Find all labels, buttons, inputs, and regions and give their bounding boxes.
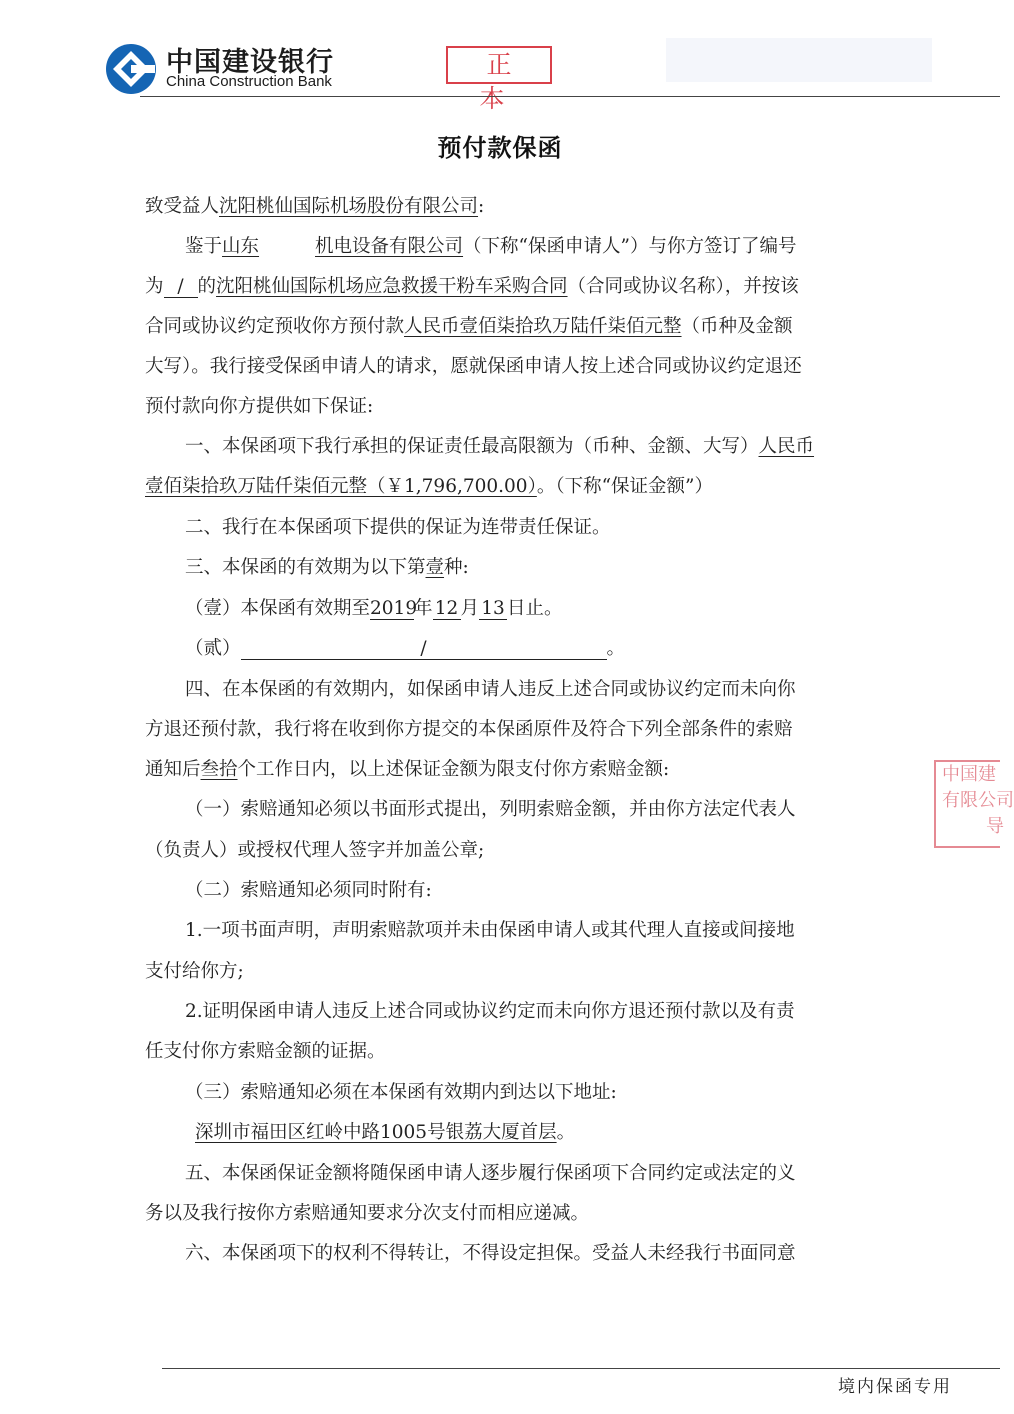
s3-option-2: （贰） / 。	[185, 638, 626, 659]
s2-line: 二、我行在本保函项下提供的保证为连带责任保证。	[185, 517, 611, 538]
bank-name-en: China Construction Bank	[166, 73, 332, 90]
s4-line-1: 四、在本保函的有效期内，如保函申请人违反上述合同或协议约定而未向你	[185, 679, 796, 700]
expiry-day: 13	[479, 598, 507, 620]
contract-number: /	[164, 276, 198, 298]
payment-days: 叁拾	[200, 759, 238, 780]
s4-2-1-line-1: 1.一项书面声明，声明索赔款项并未由保函申请人或其代理人直接或间接地	[185, 920, 795, 941]
s3-option-1: （壹）本保函有效期至2019年 12 月 13 日止。	[185, 598, 563, 619]
addressee-line: 致受益人沈阳桃仙国际机场股份有限公司:	[145, 196, 485, 217]
s5-line-2: 务以及我行按你方索赔通知要求分次支付而相应递减。	[145, 1203, 590, 1224]
option-2-blank: /	[241, 638, 607, 660]
s4-2-1-line-2: 支付给你方;	[145, 961, 244, 982]
claim-address: 深圳市福田区红岭中路1005号银荔大厦首层	[195, 1122, 557, 1143]
claim-address-line: 深圳市福田区红岭中路1005号银荔大厦首层。	[195, 1122, 576, 1143]
guarantee-amount: 壹佰柒拾玖万陆仟柒佰元整（￥1,796,700.00）	[145, 476, 537, 497]
original-copy-stamp: 正 本	[446, 46, 552, 84]
prepayment-amount: 人民币壹佰柒拾玖万陆仟柒佰元整	[404, 316, 682, 337]
s1-line-1: 一、本保函项下我行承担的保证责任最高限额为（币种、金额、大写）人民币	[185, 436, 815, 457]
s4-3-line: （三）索赔通知必须在本保函有效期内到达以下地址:	[185, 1082, 617, 1103]
partial-seal-stamp: 中国建 有限公司 导	[934, 760, 1000, 848]
bank-name-cn: 中国建设银行	[166, 47, 334, 78]
s4-1-line-1: （一）索赔通知必须以书面形式提出，列明索赔金额，并由你方法定代表人	[185, 799, 796, 820]
expiry-month: 12	[433, 598, 461, 620]
s5-line-1: 五、本保函保证金额将随保函申请人逐步履行保函项下合同约定或法定的义	[185, 1163, 796, 1184]
s4-1-line-2: （负责人）或授权代理人签字并加盖公章;	[145, 840, 485, 861]
s4-2-line: （二）索赔通知必须同时附有:	[185, 880, 432, 901]
expiry-year: 2019	[370, 598, 418, 619]
validity-choice: 壹	[425, 557, 445, 578]
beneficiary-name: 沈阳桃仙国际机场股份有限公司	[219, 196, 479, 217]
contract-name: 沈阳桃仙国际机场应急救援干粉车采购合同	[216, 276, 568, 297]
s4-line-3: 通知后叁拾个工作日内，以上述保证金额为限支付你方索赔金额:	[145, 759, 670, 780]
header-blank-area	[666, 38, 932, 82]
header-divider	[140, 96, 1000, 97]
s1-line-2: 壹佰柒拾玖万陆仟柒佰元整（￥1,796,700.00）。（下称“保证金额”）	[145, 476, 713, 497]
applicant-name: 山东 机电设备有限公司	[222, 236, 464, 257]
footer-divider	[162, 1368, 1000, 1369]
footer-label: 境内保函专用	[838, 1377, 952, 1397]
p1-line-2: 为 / 的沈阳桃仙国际机场应急救援干粉车采购合同（合同或协议名称），并按该	[145, 276, 799, 297]
s6-line: 六、本保函项下的权利不得转让，不得设定担保。受益人未经我行书面同意	[185, 1243, 796, 1264]
s4-2-2-line-2: 任支付你方索赔金额的证据。	[145, 1041, 386, 1062]
p1-line-3: 合同或协议约定预收你方预付款人民币壹佰柒拾玖万陆仟柒佰元整（币种及金额	[145, 316, 793, 337]
ccb-logo-icon	[104, 42, 158, 96]
document-title: 预付款保函	[437, 134, 563, 162]
s3-line: 三、本保函的有效期为以下第壹种:	[185, 557, 469, 578]
s4-line-2: 方退还预付款，我行将在收到你方提交的本保函原件及符合下列全部条件的索赔	[145, 719, 793, 740]
p1-line-5: 预付款向你方提供如下保证:	[145, 396, 374, 417]
p1-line-4: 大写）。我行接受保函申请人的请求，愿就保函申请人按上述合同或协议约定退还	[145, 356, 802, 377]
s4-2-2-line-1: 2.证明保函申请人违反上述合同或协议约定而未向你方退还预付款以及有责	[185, 1001, 795, 1022]
p1-line-1: 鉴于山东 机电设备有限公司（下称“保函申请人”）与你方签订了编号	[185, 236, 797, 257]
